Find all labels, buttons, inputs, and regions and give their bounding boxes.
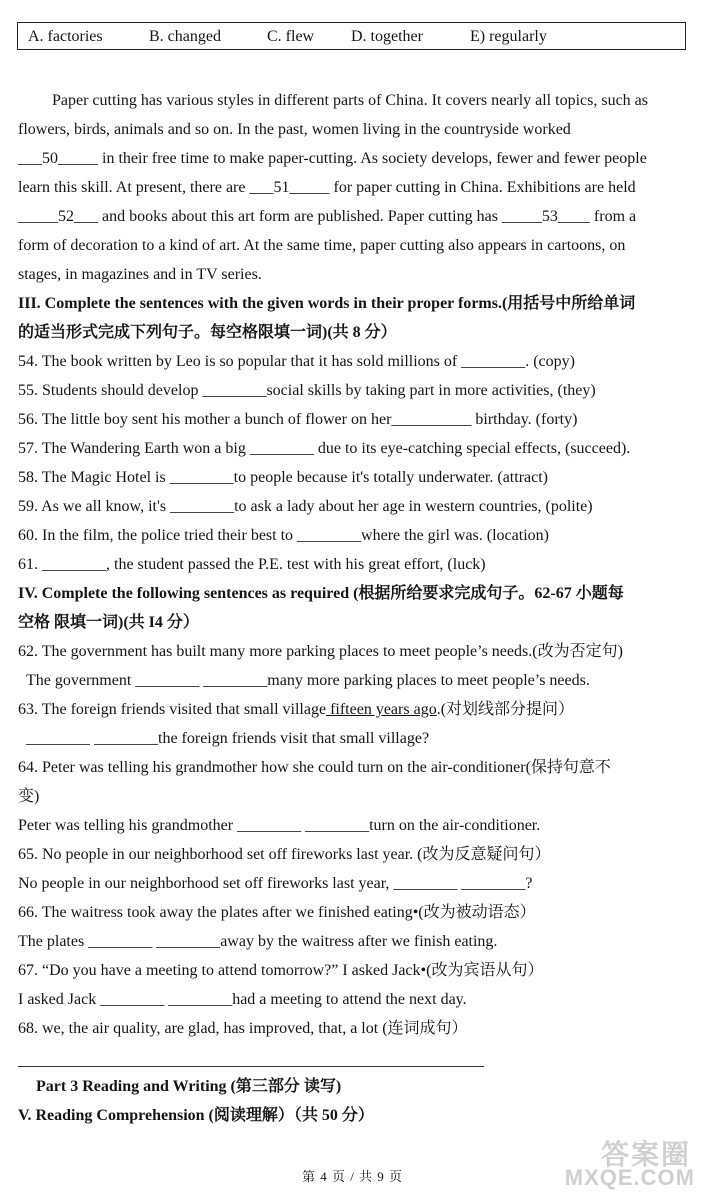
option-c: C. flew — [267, 28, 315, 45]
question-59: 59. As we all know, it's ________to ask a lady about her age in western countries, (polite) — [18, 498, 593, 515]
question-66: 66. The waitress took away the plates after we finished eating•(改为被动语态） — [18, 904, 536, 921]
part-3-title: Part 3 Reading and Writing (第三部分 读写) — [36, 1078, 342, 1095]
section-3-title-cont: 的适当形式完成下列句子。每空格限填一词)(共 8 分） — [18, 324, 397, 341]
watermark-url: MXQE.COM — [564, 1165, 695, 1190]
option-b: B. changed — [149, 28, 221, 45]
passage-line: learn this skill. At present, there are ___51_____ for paper cutting in China. Exhibitions are held — [18, 179, 636, 196]
question-65: 65. No people in our neighborhood set off fireworks last year. (改为反意疑问句） — [18, 846, 551, 863]
passage-line: _____52___ and books about this art form are published. Paper cutting has _____53____ from a — [18, 208, 637, 225]
question-68: 68. we, the air quality, are glad, has improved, that, a lot (连词成句） — [18, 1020, 468, 1037]
answer-66: The plates ________ ________away by the waitress after we finish eating. — [18, 933, 498, 950]
question-54: 54. The book written by Leo is so popular that it has sold millions of ________. (copy) — [18, 353, 575, 370]
question-55: 55. Students should develop ________social skills by taking part in more activities, (they) — [18, 382, 596, 399]
passage-line: flowers, birds, animals and so on. In the past, women living in the countryside worked — [18, 121, 571, 138]
option-a: A. factories — [28, 28, 103, 45]
answer-64: Peter was telling his grandmother ________ ________turn on the air-conditioner. — [18, 817, 541, 834]
section-3-title: III. Complete the sentences with the given words in their proper forms.(用括号中所给单词 — [18, 295, 636, 312]
question-63-instruction: .(对划线部分提问） — [436, 701, 575, 718]
word-bank-box — [17, 22, 686, 50]
passage-line: ___50_____ in their free time to make paper-cutting. As society develops, fewer and fewer people — [18, 150, 647, 167]
question-58: 58. The Magic Hotel is ________to people because it's totally underwater. (attract) — [18, 469, 548, 486]
answer-65: No people in our neighborhood set off fireworks last year, ________ ________? — [18, 875, 533, 892]
answer-67: I asked Jack ________ ________had a meeting to attend the next day. — [18, 991, 467, 1008]
question-62: 62. The government has built many more parking places to meet people’s needs.(改为否定句) — [18, 643, 623, 660]
question-57: 57. The Wandering Earth won a big ________ due to its eye-catching special effects, (succeed). — [18, 440, 631, 457]
section-5-title: V. Reading Comprehension (阅读理解）（共 50 分） — [18, 1107, 374, 1124]
answer-line — [18, 1066, 484, 1067]
question-61: 61. ________, the student passed the P.E. test with his great effort, (luck) — [18, 556, 486, 573]
underlined-phrase: fifteen years ago — [326, 701, 437, 718]
question-64: 64. Peter was telling his grandmother how she could turn on the air-conditioner(保持句意不 — [18, 759, 611, 776]
section-4-title-cont: 空格 限填一词)(共 I4 分） — [18, 614, 199, 631]
question-60: 60. In the film, the police tried their best to ________where the girl was. (location) — [18, 527, 549, 544]
question-64-cont: 变) — [18, 788, 40, 805]
question-63-text: 63. The foreign friends visited that small village — [18, 701, 327, 718]
passage-line: Paper cutting has various styles in different parts of China. It covers nearly all topics, such as — [52, 92, 648, 109]
watermark-logo: 答案圈 — [600, 1139, 691, 1170]
question-56: 56. The little boy sent his mother a bunch of flower on her__________ birthday. (forty) — [18, 411, 578, 428]
question-63 — [18, 700, 574, 720]
section-4-title: IV. Complete the following sentences as required (根据所给要求完成句子。62-67 小题每 — [18, 585, 624, 602]
option-d: D. together — [351, 28, 423, 45]
answer-63: ________ ________the foreign friends visit that small village? — [26, 730, 430, 747]
answer-62: The government ________ ________many more parking places to meet people’s needs. — [26, 672, 590, 689]
option-e: E) regularly — [470, 28, 547, 45]
passage-line: stages, in magazines and in TV series. — [18, 266, 262, 283]
passage-line: form of decoration to a kind of art. At the same time, paper cutting also appears in cartoons, on — [18, 237, 626, 254]
page-number: 第 4 页 / 共 9 页 — [301, 1169, 404, 1184]
question-67: 67. “Do you have a meeting to attend tomorrow?” I asked Jack•(改为宾语从句） — [18, 962, 544, 979]
